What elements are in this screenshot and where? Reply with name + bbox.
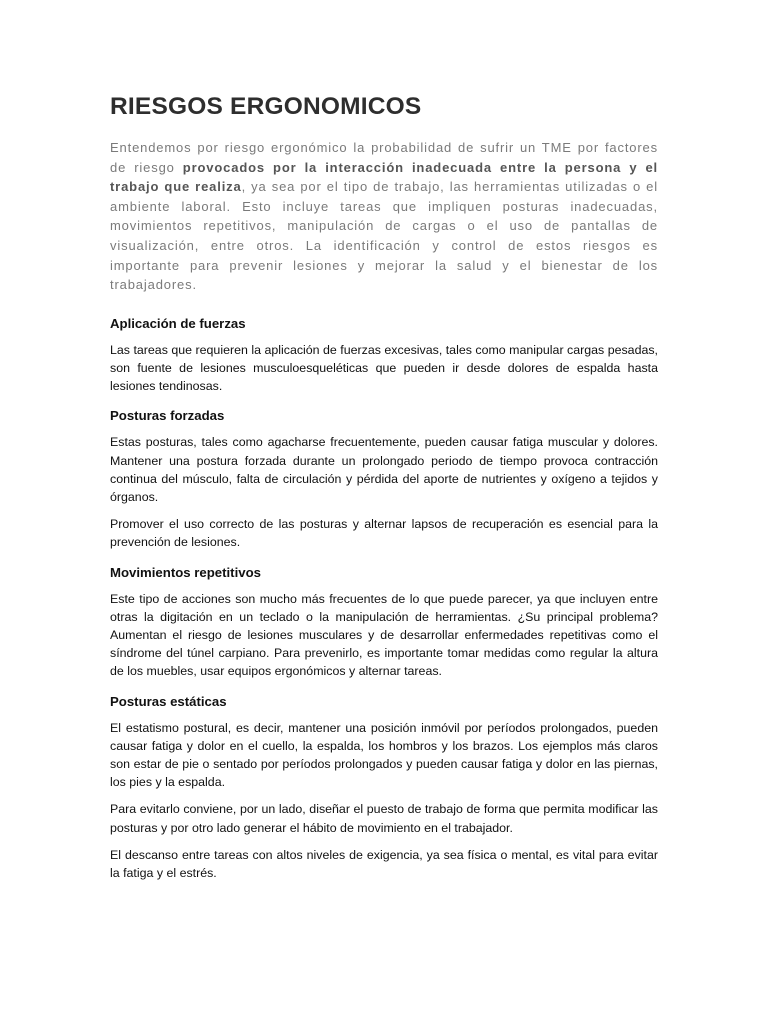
paragraph-posturas-forzadas-1: Estas posturas, tales como agacharse frecuentemente, pueden causar fatiga muscular y dolores. Mantener una postura forzada durante un prolongado periodo de tiempo provoca contracción continua del músculo, falta de circulación y pérdida del aporte de nutrientes y oxígeno a tejidos y órganos.: [110, 435, 658, 504]
paragraph-aplicacion-de-fuerzas-1: Las tareas que requieren la aplicación de fuerzas excesivas, tales como manipular cargas pesadas, son fuente de lesiones musculoesqueléticas que pueden ir desde dolores de espalda hasta lesiones tendinosas.: [110, 342, 658, 394]
section-heading-posturas-estaticas: Posturas estáticas: [110, 693, 227, 709]
section-heading-movimientos-repetitivos: Movimientos repetitivos: [110, 564, 261, 580]
paragraph-posturas-estaticas-1: El estatismo postural, es decir, mantener una posición inmóvil por períodos prolongados, pueden causar fatiga y dolor en el cuello, la espalda, los hombros y los brazos. Los ejemplos más claros son estar de pie o sentado por períodos prolongados y pueden causar fatiga y dolor en las piernas, los pies y la espalda.: [110, 720, 658, 790]
section-heading-aplicacion-de-fuerzas: Aplicación de fuerzas: [110, 315, 246, 331]
intro-text-end: , ya sea por el tipo de trabajo, las herramientas utilizadas o el ambiente laboral. Esto incluye tareas que impliquen posturas inadecuadas, movimientos repetitivos, manipulación de cargas o el uso de pantallas de visualización, entre otros. La identificación y control de estos riesgos es importante para prevenir lesiones y mejorar la salud y el bienestar de los trabajadores.: [110, 179, 658, 293]
paragraph-posturas-forzadas-2: Promover el uso correcto de las posturas y alternar lapsos de recuperación es esencial para la prevención de lesiones.: [110, 517, 658, 550]
intro-text-start: Entendemos por riesgo ergonómico la probabilidad de sufrir un TME por factores de riesgo: [110, 140, 658, 175]
paragraph-posturas-estaticas-2: Para evitarlo conviene, por un lado, diseñar el puesto de trabajo de forma que permita modificar las posturas y por otro lado generar el hábito de movimiento en el trabajador.: [110, 802, 658, 835]
document-title: RIESGOS ERGONOMICOS: [110, 93, 422, 120]
paragraph-movimientos-repetitivos-1: Este tipo de acciones son mucho más frecuentes de lo que puede parecer, ya que incluyen entre otras la digitación en un teclado o la manipulación de herramientas. ¿Su principal problema? Aumentan el riesgo de lesiones musculares y de desarrollar enfermedades repetitivas como el síndrome del túnel carpiano. Para prevenirlo, es importante tomar medidas como regular la altura de los muebles, usar equipos ergonómicos y alternar tareas.: [110, 591, 658, 679]
intro-paragraph: [110, 138, 658, 295]
section-heading-posturas-forzadas: Posturas forzadas: [110, 408, 225, 424]
intro-bold-text: provocados por la interacción inadecuada entre la persona y el trabajo que realiza: [110, 159, 659, 195]
paragraph-posturas-estaticas-3: El descanso entre tareas con altos niveles de exigencia, ya sea física o mental, es vital para evitar la fatiga y el estrés.: [110, 847, 658, 881]
